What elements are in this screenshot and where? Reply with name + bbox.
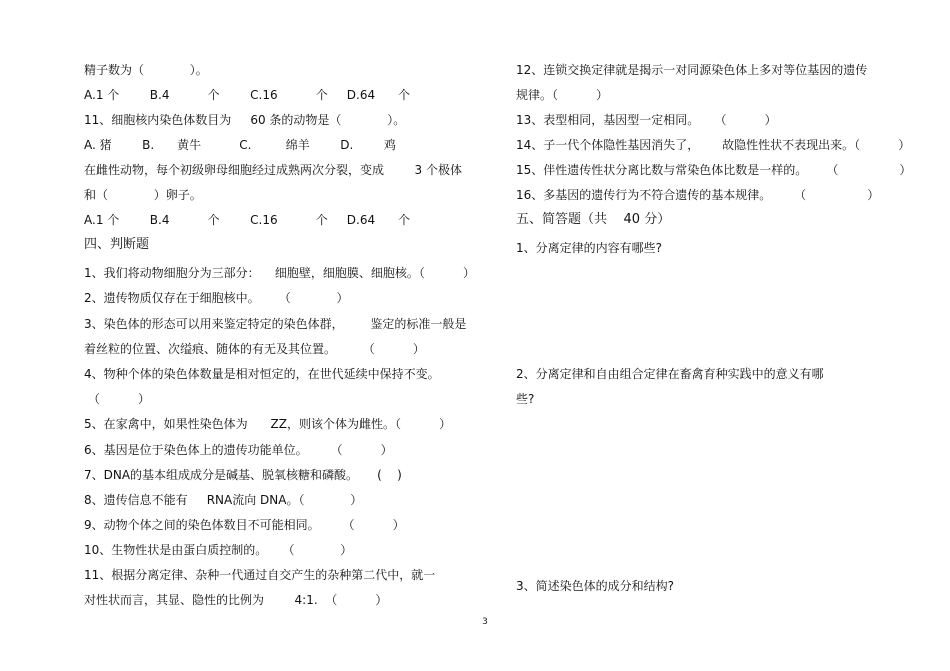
page-number: 3 xyxy=(482,617,488,627)
judgment-question: 4、物种个体的染色体数量是相对恒定的，在世代延续中保持不变。 xyxy=(84,367,440,381)
question-line: 和（ ）卵子。 xyxy=(84,188,202,202)
judgment-question: （ ） xyxy=(84,392,150,406)
section-heading-judgment: 四、判断题 xyxy=(84,237,150,252)
answer-options: A.1 个 B.4 个 C.16 个 D.64 个 xyxy=(84,213,411,227)
judgment-question: 12、连锁交换定律就是揭示一对同源染色体上多对等位基因的遗传 xyxy=(516,63,868,77)
short-answer-question: 1、分离定律的内容有哪些? xyxy=(516,241,663,255)
judgment-question: 3、染色体的形态可以用来鉴定特定的染色体群， 鉴定的标准一般是 xyxy=(84,317,467,331)
judgment-question: 14、子一代个体隐性基因消失了， 故隐性性状不表现出来。（ ） xyxy=(516,138,911,152)
judgment-question: 规律。（ ） xyxy=(516,88,609,102)
judgment-question: 6、基因是位于染色体上的遗传功能单位。 （ ） xyxy=(84,443,393,457)
short-answer-question: 2、分离定律和自由组合定律在畜禽育种实践中的意义有哪 xyxy=(516,367,824,381)
question-line: 在雌性动物，每个初级卵母细胞经过成熟两次分裂，变成 3 个极体 xyxy=(84,163,462,177)
judgment-question: 9、动物个体之间的染色体数目不可能相同。 （ ） xyxy=(84,518,405,532)
judgment-question: 7、DNA的基本组成成分是碱基、脱氧核糖和磷酸。 ( ) xyxy=(84,468,402,482)
answer-options: A.1 个 B.4 个 C.16 个 D.64 个 xyxy=(84,88,411,102)
judgment-question: 15、伴性遗传性状分离比数与常染色体比数是一样的。 （ ） xyxy=(516,163,912,177)
judgment-question: 10、生物性状是由蛋白质控制的。 （ ） xyxy=(84,543,353,557)
short-answer-question: 3、简述染色体的成分和结构? xyxy=(516,579,675,593)
judgment-question: 13、表型相同，基因型一定相同。 （ ） xyxy=(516,113,777,127)
judgment-question: 2、遗传物质仅存在于细胞核中。 （ ） xyxy=(84,291,349,305)
judgment-question: 11、根据分离定律、杂种一代通过自交产生的杂种第二代中，就一 xyxy=(84,568,436,582)
judgment-question: 对性状而言，其显、隐性的比例为 4:1. （ ） xyxy=(84,593,388,607)
answer-options: A. 猪 B. 黄牛 C. 绵羊 D. 鸡 xyxy=(84,138,396,152)
question-line: 精子数为（ ）。 xyxy=(84,63,208,77)
judgment-question: 5、在家禽中，如果性染色体为 ZZ，则该个体为雌性。（ ） xyxy=(84,417,452,431)
judgment-question: 1、我们将动物细胞分为三部分： 细胞壁，细胞膜、细胞核。（ ） xyxy=(84,266,476,280)
judgment-question: 8、遗传信息不能有 RNA流向 DNA。（ ） xyxy=(84,493,363,507)
question-line: 11、细胞核内染色体数目为 60 条的动物是（ ）。 xyxy=(84,113,406,127)
short-answer-question: 些? xyxy=(516,392,535,406)
section-heading-short-answer: 五、简答题（共 40 分） xyxy=(516,212,671,227)
judgment-question: 着丝粒的位置、次缢痕、随体的有无及其位置。 （ ） xyxy=(84,342,425,356)
judgment-question: 16、多基因的遗传行为不符合遗传的基本规律。 （ ） xyxy=(516,188,880,202)
